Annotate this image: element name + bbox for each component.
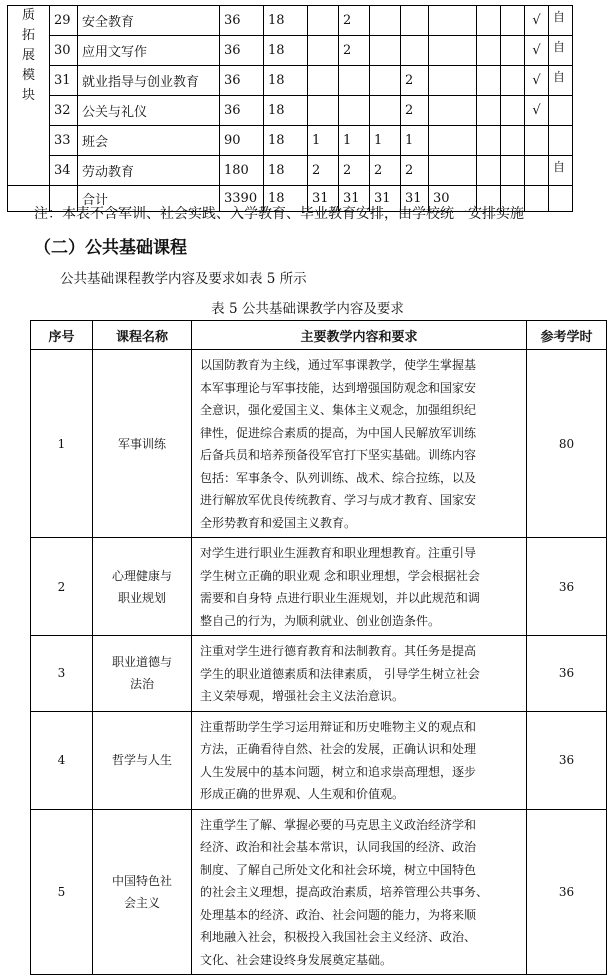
reference-hours: 80 (527, 350, 607, 538)
module-label-char: 质 (8, 6, 49, 26)
semester-4-hours: 2 (401, 96, 429, 126)
semester-3-hours: 1 (370, 126, 401, 156)
total-label: 合计 (78, 186, 220, 212)
content-line: 整自己的行为，为顺利就业、创业创造条件。 (200, 610, 521, 633)
content-line: 注重对学生进行德育教育和法制教育。其任务是提高 (200, 640, 521, 663)
check-cell: √ (525, 96, 549, 126)
total-semester-2: 31 (339, 186, 370, 212)
semester-5-hours (429, 66, 477, 96)
content-line: 全意识，强化爱国主义、集体主义观念，加强组织纪 (200, 399, 521, 422)
table-row (31, 809, 607, 975)
course-name: 公关与礼仪 (78, 96, 220, 126)
semester-1-hours (308, 6, 339, 36)
total-semester-4: 31 (401, 186, 429, 212)
course-total-hours: 36 (220, 96, 264, 126)
content-line: 方法，正确看待自然、社会的发展，正确认识和处理 (200, 738, 521, 761)
row-number: 1 (31, 350, 93, 538)
table-caption: 表 5 公共基础课教学内容及要求 (0, 297, 615, 317)
section-title: （二）公共基础课程 (34, 233, 187, 258)
module-label-char: 模 (8, 66, 49, 86)
semester-3-hours (370, 96, 401, 126)
course-no: 29 (50, 6, 78, 36)
table-row (8, 96, 615, 126)
intro-paragraph: 公共基础课程教学内容及要求如表 5 所示 (60, 267, 307, 287)
blank-cell (501, 156, 525, 186)
course-name: 就业指导与创业教育 (78, 66, 220, 96)
blank-cell (525, 186, 549, 212)
content-line: 利地融入社会，积极投入我国社会主义经济、政治、 (200, 926, 521, 949)
reference-hours: 36 (527, 711, 607, 809)
content-line: 注重帮助学生学习运用辩证和历史唯物主义的观点和 (200, 716, 521, 739)
course-weeks: 18 (264, 96, 308, 126)
course-name-line: 心理健康与 (93, 565, 191, 587)
blank-cell (501, 6, 525, 36)
semester-2-hours (339, 96, 370, 126)
content-line: 律性，促进综合素质的提高，为中国人民解放军训练 (200, 422, 521, 445)
course-schedule-table (7, 5, 615, 212)
row-number: 5 (31, 809, 93, 975)
content-line: 人生发展中的基本问题，树立和追求崇高理想，逐步 (200, 761, 521, 784)
nature-cell (549, 126, 573, 156)
course-total-hours: 36 (220, 36, 264, 66)
total-semester-5: 30 (429, 186, 477, 212)
content-line: 经济、政治和社会基本常识，认同我国的经济、政治 (200, 836, 521, 859)
course-content-cell (192, 350, 527, 538)
content-line: 学生的职业道德素质和法律素质， 引导学生树立社会 (200, 663, 521, 686)
check-cell (525, 126, 549, 156)
course-name-line: 职业规划 (93, 587, 191, 609)
blank-cell (549, 186, 573, 212)
semester-5-hours (429, 96, 477, 126)
course-name-cell (93, 711, 192, 809)
table-row (8, 6, 615, 36)
semester-5-hours (429, 36, 477, 66)
content-line: 包括：军事条令、队列训练、战术、综合拉练，以及 (200, 467, 521, 490)
module-label-cell (8, 6, 50, 186)
public-course-table (30, 320, 607, 975)
content-line: 学生树立正确的职业观 念和职业理想，学会根据社会 (200, 565, 521, 588)
module-label-char: 块 (8, 86, 49, 106)
blank-cell (477, 6, 501, 36)
blank-cell (477, 126, 501, 156)
content-line: 需要和自身特 点进行职业生涯规划，并以此规范和调 (200, 587, 521, 610)
table-row (8, 66, 615, 96)
table-row (31, 636, 607, 712)
course-content-cell (192, 809, 527, 975)
semester-1-hours (308, 66, 339, 96)
table-row (31, 711, 607, 809)
check-cell (525, 156, 549, 186)
table-row (8, 126, 615, 156)
course-name-cell (93, 636, 192, 712)
semester-2-hours: 1 (339, 126, 370, 156)
module-label-char: 拓 (8, 26, 49, 46)
semester-5-hours (429, 6, 477, 36)
course-name: 劳动教育 (78, 156, 220, 186)
course-name-line: 哲学与人生 (93, 749, 191, 771)
course-name: 应用文写作 (78, 36, 220, 66)
course-name-cell (93, 809, 192, 975)
semester-3-hours (370, 66, 401, 96)
semester-4-hours (401, 36, 429, 66)
module-label-char: 展 (8, 46, 49, 66)
course-weeks: 18 (264, 36, 308, 66)
course-no: 32 (50, 96, 78, 126)
nature-cell: 自 (549, 66, 573, 96)
blank-cell (477, 96, 501, 126)
semester-1-hours: 1 (308, 126, 339, 156)
course-weeks: 18 (264, 66, 308, 96)
course-name: 班会 (78, 126, 220, 156)
semester-2-hours: 2 (339, 6, 370, 36)
row-number: 2 (31, 538, 93, 636)
course-total-hours: 90 (220, 126, 264, 156)
course-weeks: 18 (264, 126, 308, 156)
table-note: 注：本表不含军训、社会实践、入学教育、毕业教育安排，由学校统一安排实施 (34, 203, 524, 223)
course-content-cell (192, 538, 527, 636)
check-cell: √ (525, 6, 549, 36)
total-semester-3: 31 (370, 186, 401, 212)
course-no: 30 (50, 36, 78, 66)
total-semester-1: 31 (308, 186, 339, 212)
content-line: 文化、社会建设终身发展奠定基础。 (200, 949, 521, 972)
header-content: 主要教学内容和要求 (192, 321, 527, 350)
content-line: 本军事理论与军事技能，达到增强国防观念和国家安 (200, 377, 521, 400)
header-hours: 参考学时 (527, 321, 607, 350)
semester-2-hours: 2 (339, 156, 370, 186)
course-weeks: 18 (264, 156, 308, 186)
table-row (31, 538, 607, 636)
total-hours: 3390 (220, 186, 264, 212)
semester-1-hours (308, 36, 339, 66)
content-line: 处理基本的经济、政治、社会问题的能力，为将来顺 (200, 904, 521, 927)
nature-cell: 自 (549, 36, 573, 66)
course-no: 33 (50, 126, 78, 156)
check-cell: √ (525, 66, 549, 96)
blank-cell (501, 66, 525, 96)
nature-cell: 自 (549, 156, 573, 186)
semester-2-hours: 2 (339, 36, 370, 66)
course-name-cell (93, 350, 192, 538)
content-line: 后备兵员和培养预备役军官打下坚实基础。训练内容 (200, 444, 521, 467)
course-name: 安全教育 (78, 6, 220, 36)
course-no: 31 (50, 66, 78, 96)
semester-5-hours (429, 126, 477, 156)
course-total-hours: 36 (220, 66, 264, 96)
reference-hours: 36 (527, 538, 607, 636)
course-content-cell (192, 711, 527, 809)
table-row (8, 156, 615, 186)
reference-hours: 36 (527, 809, 607, 975)
course-name-line: 军事训练 (93, 433, 191, 455)
course-weeks: 18 (264, 6, 308, 36)
course-no: 34 (50, 156, 78, 186)
blank-cell (477, 36, 501, 66)
content-line: 注重学生了解、掌握必要的马克思主义政治经济学和 (200, 814, 521, 837)
course-total-hours: 180 (220, 156, 264, 186)
content-line: 全形势教育和爱国主义教育。 (200, 512, 521, 535)
content-line: 制度、了解自己所处文化和社会环境，树立中国特色 (200, 859, 521, 882)
semester-4-hours: 2 (401, 66, 429, 96)
header-course-name: 课程名称 (93, 321, 192, 350)
blank-cell (477, 66, 501, 96)
semester-1-hours (308, 96, 339, 126)
semester-3-hours: 2 (370, 156, 401, 186)
content-line: 的社会主义理想，提高政治素质，培养管理公共事务、 (200, 881, 521, 904)
blank-cell (501, 126, 525, 156)
semester-2-hours (339, 66, 370, 96)
check-cell: √ (525, 36, 549, 66)
content-line: 以国防教育为主线，通过军事课教学，使学生掌握基 (200, 354, 521, 377)
semester-5-hours (429, 156, 477, 186)
content-line: 主义荣辱观，增强社会主义法治意识。 (200, 685, 521, 708)
semester-4-hours: 2 (401, 156, 429, 186)
table-row (31, 350, 607, 538)
reference-hours: 36 (527, 636, 607, 712)
blank-cell (477, 156, 501, 186)
blank-cell (501, 36, 525, 66)
header-row (31, 321, 607, 350)
semester-4-hours: 1 (401, 126, 429, 156)
course-name-line: 会主义 (93, 892, 191, 914)
semester-4-hours (401, 6, 429, 36)
nature-cell: 自 (549, 6, 573, 36)
semester-3-hours (370, 36, 401, 66)
course-content-cell (192, 636, 527, 712)
course-name-line: 职业道德与 (93, 651, 191, 673)
nature-cell (549, 96, 573, 126)
semester-1-hours: 2 (308, 156, 339, 186)
header-no: 序号 (31, 321, 93, 350)
course-total-hours: 36 (220, 6, 264, 36)
row-number: 4 (31, 711, 93, 809)
content-line: 对学生进行职业生涯教育和职业理想教育。注重引导 (200, 542, 521, 565)
total-weeks: 18 (264, 186, 308, 212)
table-row (8, 36, 615, 66)
row-number: 3 (31, 636, 93, 712)
course-name-line: 法治 (93, 673, 191, 695)
blank-cell (501, 96, 525, 126)
semester-3-hours (370, 6, 401, 36)
course-name-cell (93, 538, 192, 636)
content-line: 进行解放军优良传统教育、学习与成才教育、国家安 (200, 489, 521, 512)
course-name-line: 中国特色社 (93, 870, 191, 892)
content-line: 形成正确的世界观、人生观和价值观。 (200, 783, 521, 806)
